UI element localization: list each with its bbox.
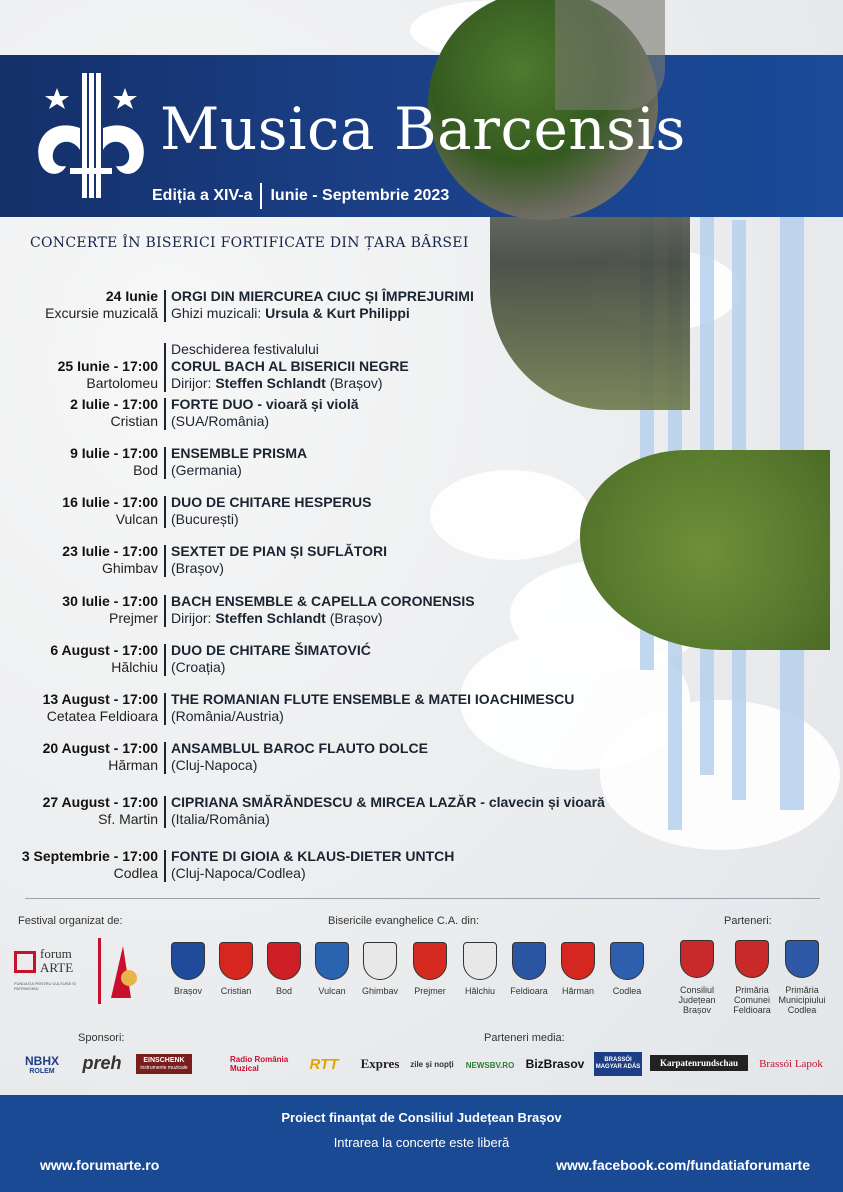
event-date: 6 August - 17:00 <box>50 642 158 658</box>
event-note: (Germania) <box>171 462 242 478</box>
event-divider <box>164 545 166 577</box>
event-divider <box>164 290 166 322</box>
event-place: Prejmer <box>108 610 158 626</box>
radio-romania-muzical-logo: Radio România Muzical <box>230 1055 289 1073</box>
event-title: BACH ENSEMBLE & CAPELLA CORONENSIS <box>171 593 475 609</box>
event-note: (Brașov) <box>171 560 224 576</box>
event-divider <box>164 796 166 828</box>
event-title: FONTE DI GIOIA & KLAUS-DIETER UNTCH <box>171 848 455 864</box>
karpatenrundschau-logo: Karpatenrundschau <box>650 1055 748 1071</box>
church-name: Bod <box>275 986 292 996</box>
event-note: (Italia/România) <box>171 811 270 827</box>
event-note: Deschiderea festivalului <box>171 341 319 357</box>
event-note: (Croația) <box>171 659 226 675</box>
event-place: Cristian <box>110 413 158 429</box>
church-crest-icon <box>171 942 205 980</box>
church-name: Ghimbav <box>361 986 398 996</box>
event-credit-name: Steffen Schlandt <box>215 610 326 626</box>
funding-note: Proiect finanțat de Consiliul Județean Brașov <box>281 1110 562 1125</box>
honterus-logo <box>98 938 138 1004</box>
event-place: Cetatea Feldioara <box>46 708 158 724</box>
event-when-where <box>43 691 158 725</box>
event-details <box>171 593 475 627</box>
partner-name-line: Primăria <box>735 985 769 995</box>
event-when-where <box>62 593 158 627</box>
forum-arte-caption: FUNDAȚIA PENTRU CULTURĂ ȘI PATRIMONIU <box>14 981 76 991</box>
event-when-where <box>43 740 158 774</box>
event-when-where <box>62 494 158 528</box>
partner-name-line: Primăria <box>785 985 819 995</box>
church-name: Vulcan <box>318 986 346 996</box>
edition-label: Ediția a XIV-a <box>152 187 253 204</box>
brassoi-lapok-logo: Brassói Lapok <box>759 1058 823 1070</box>
period-label: Iunie - Septembrie 2023 <box>270 187 450 204</box>
fleur-de-lis-logo <box>32 68 150 208</box>
partner-crest-icon <box>680 940 714 978</box>
partner-name-line: Comunei <box>733 995 771 1005</box>
event-details <box>171 396 359 430</box>
church-name: Brașov <box>173 986 202 996</box>
festival-title: Musica Barcensis <box>160 95 686 163</box>
photo-wall <box>555 0 665 110</box>
event-when-where <box>58 358 158 392</box>
partner-name-line: Județean <box>678 995 716 1005</box>
event-details <box>171 740 428 774</box>
forum-arte-logo <box>14 945 88 995</box>
event-divider <box>164 742 166 774</box>
event-title: ANSAMBLUL BAROC FLAUTO DOLCE <box>171 740 428 756</box>
footer-band <box>0 1095 843 1192</box>
partner-name <box>775 985 829 1015</box>
church-name: Codlea <box>612 986 642 996</box>
event-place: Hărman <box>108 757 158 773</box>
partner-name <box>670 985 724 1015</box>
event-credit <box>171 305 474 322</box>
event-divider <box>164 398 166 430</box>
event-date: 16 Iulie - 17:00 <box>62 494 158 510</box>
free-entry-note: Intrarea la concerte este liberă <box>333 1135 510 1150</box>
einschenk-logo <box>136 1054 192 1074</box>
church-crest-icon <box>363 942 397 980</box>
nbhx-text: NBHX <box>24 1053 59 1068</box>
event-title: DUO DE CHITARE HESPERUS <box>171 494 372 510</box>
event-title: ORGI DIN MIERCUREA CIUC ȘI ÎMPREJURIMI <box>171 288 474 304</box>
church-crest-icon <box>219 942 253 980</box>
preh-logo: preh <box>82 1052 122 1073</box>
event-date: 9 Iulie - 17:00 <box>70 445 158 461</box>
nbhx-logo <box>18 1052 66 1078</box>
event-place: Hălchiu <box>111 659 158 675</box>
church-name: Prejmer <box>414 986 446 996</box>
event-place: Ghimbav <box>101 560 158 576</box>
church-crest-icon <box>463 942 497 980</box>
event-divider <box>164 644 166 676</box>
edition-line <box>152 184 449 208</box>
partner-crest-icon <box>785 940 819 978</box>
partner-crest-icon <box>735 940 769 978</box>
event-when-where <box>22 848 158 882</box>
event-title: CORUL BACH AL BISERICII NEGRE <box>171 358 409 374</box>
church-crest-icon <box>267 942 301 980</box>
event-when-where <box>50 642 158 676</box>
event-title: SEXTET DE PIAN ȘI SUFLĂTORI <box>171 543 387 559</box>
edition-divider <box>260 183 262 209</box>
rolem-text: ROLEM <box>29 1067 55 1075</box>
media-label: Parteneri media: <box>484 1032 565 1044</box>
event-credit-origin: (Brașov) <box>325 610 383 626</box>
event-details <box>171 691 574 725</box>
partner-name <box>725 985 779 1015</box>
church-crest-icon <box>561 942 595 980</box>
event-when-where <box>45 288 158 322</box>
church-crest-icon <box>512 942 546 980</box>
church-crest-icon <box>315 942 349 980</box>
event-place: Sf. Martin <box>98 811 158 827</box>
event-note: (Cluj-Napoca/Codlea) <box>171 865 306 881</box>
event-date: 13 August - 17:00 <box>42 691 158 707</box>
event-title: CIPRIANA SMĂRĂNDESCU & MIRCEA LAZĂR - clavecin și vioară <box>171 794 605 810</box>
event-date: 25 Iunie - 17:00 <box>57 358 158 374</box>
event-place: Codlea <box>113 865 158 881</box>
event-credit-role: Dirijor: <box>171 375 216 391</box>
event-credit-origin: (Brașov) <box>325 375 383 391</box>
event-note: (România/Austria) <box>171 708 284 724</box>
einschenk-text: EINSCHENK <box>143 1056 185 1064</box>
event-place: Bod <box>133 462 158 478</box>
event-title: DUO DE CHITARE ŠIMATOVIĆ <box>171 642 371 658</box>
event-details <box>171 794 605 828</box>
event-when-where <box>70 445 158 479</box>
event-when-where <box>62 543 158 577</box>
partner-name-line: Codlea <box>787 1005 817 1015</box>
rtt-logo: RTT <box>309 1055 339 1073</box>
zile-si-nopti-logo: zile și nopți <box>410 1059 454 1069</box>
event-place: Vulcan <box>115 511 158 527</box>
event-title: FORTE DUO - vioară și violă <box>171 396 359 412</box>
subtitle: CONCERTE ÎN BISERICI FORTIFICATE DIN ȚARA BÂRSEI <box>30 235 469 251</box>
church-crest-icon <box>610 942 644 980</box>
churches-label: Bisericile evanghelice C.A. din: <box>328 915 480 927</box>
church-name: Hărman <box>561 986 594 996</box>
event-date: 20 August - 17:00 <box>42 740 158 756</box>
event-title: ENSEMBLE PRISMA <box>171 445 308 461</box>
partner-name-line: Brașov <box>682 1005 711 1015</box>
partners-label: Parteneri: <box>724 915 772 927</box>
event-details <box>171 494 371 528</box>
newsbv-logo: NEWSBV.RO <box>465 1060 515 1070</box>
event-credit-name: Ursula & Kurt Philippi <box>265 305 410 321</box>
church-name: Hălchiu <box>464 986 495 996</box>
event-when-where <box>43 794 158 828</box>
sponsors-label: Sponsori: <box>78 1032 125 1044</box>
event-place: Bartolomeu <box>86 375 158 391</box>
event-date: 3 Septembrie - 17:00 <box>21 848 158 864</box>
event-details <box>171 288 474 322</box>
partner-name-line: Feldioara <box>733 1005 771 1015</box>
expres-logo: Expres <box>360 1056 400 1071</box>
event-details <box>171 543 387 577</box>
event-date: 2 Iulie - 17:00 <box>70 396 158 412</box>
church-name: Feldioara <box>510 986 548 996</box>
church-name: Cristian <box>220 986 252 996</box>
partner-name-line: Consiliul <box>679 985 714 995</box>
event-place: Excursie muzicală <box>45 305 158 321</box>
organizers-label: Festival organizat de: <box>18 915 123 927</box>
event-note: (SUA/România) <box>171 413 270 429</box>
event-note: (Cluj-Napoca) <box>171 757 258 773</box>
event-credit-role: Dirijor: <box>171 610 216 626</box>
event-date: 30 Iulie - 17:00 <box>62 593 158 609</box>
forum-arte-text: forum ARTE <box>40 946 74 975</box>
event-divider <box>164 343 166 392</box>
event-date: 24 Iunie <box>105 288 158 304</box>
event-divider <box>164 496 166 528</box>
event-divider <box>164 693 166 725</box>
event-details <box>171 642 371 676</box>
event-credit-role: Ghizi muzicali: <box>171 305 266 321</box>
event-divider <box>164 447 166 479</box>
event-date: 23 Iulie - 17:00 <box>62 543 158 559</box>
event-divider <box>164 850 166 882</box>
event-details <box>171 341 409 392</box>
event-credit-name: Steffen Schlandt <box>215 375 326 391</box>
event-when-where <box>70 396 158 430</box>
divider <box>25 898 820 899</box>
event-details <box>171 848 454 882</box>
event-divider <box>164 595 166 627</box>
facebook-link[interactable]: www.facebook.com/fundatiaforumarte <box>556 1157 810 1173</box>
event-title: THE ROMANIAN FLUTE ENSEMBLE & MATEI IOACHIMESCU <box>171 691 575 707</box>
website-link[interactable]: www.forumarte.ro <box>40 1157 160 1173</box>
einschenk-sub: instrumente muzicale <box>140 1064 188 1071</box>
bizbrasov-logo: BizBrasov <box>525 1057 585 1071</box>
event-date: 27 August - 17:00 <box>42 794 158 810</box>
event-credit <box>171 375 409 392</box>
brassoi-magyar-adas-logo: BRASSÓI MAGYAR ADÁS <box>594 1052 642 1076</box>
event-note: (București) <box>171 511 239 527</box>
event-details <box>171 445 307 479</box>
church-crest-icon <box>413 942 447 980</box>
event-credit <box>171 610 475 627</box>
partner-name-line: Municipiului <box>778 995 826 1005</box>
